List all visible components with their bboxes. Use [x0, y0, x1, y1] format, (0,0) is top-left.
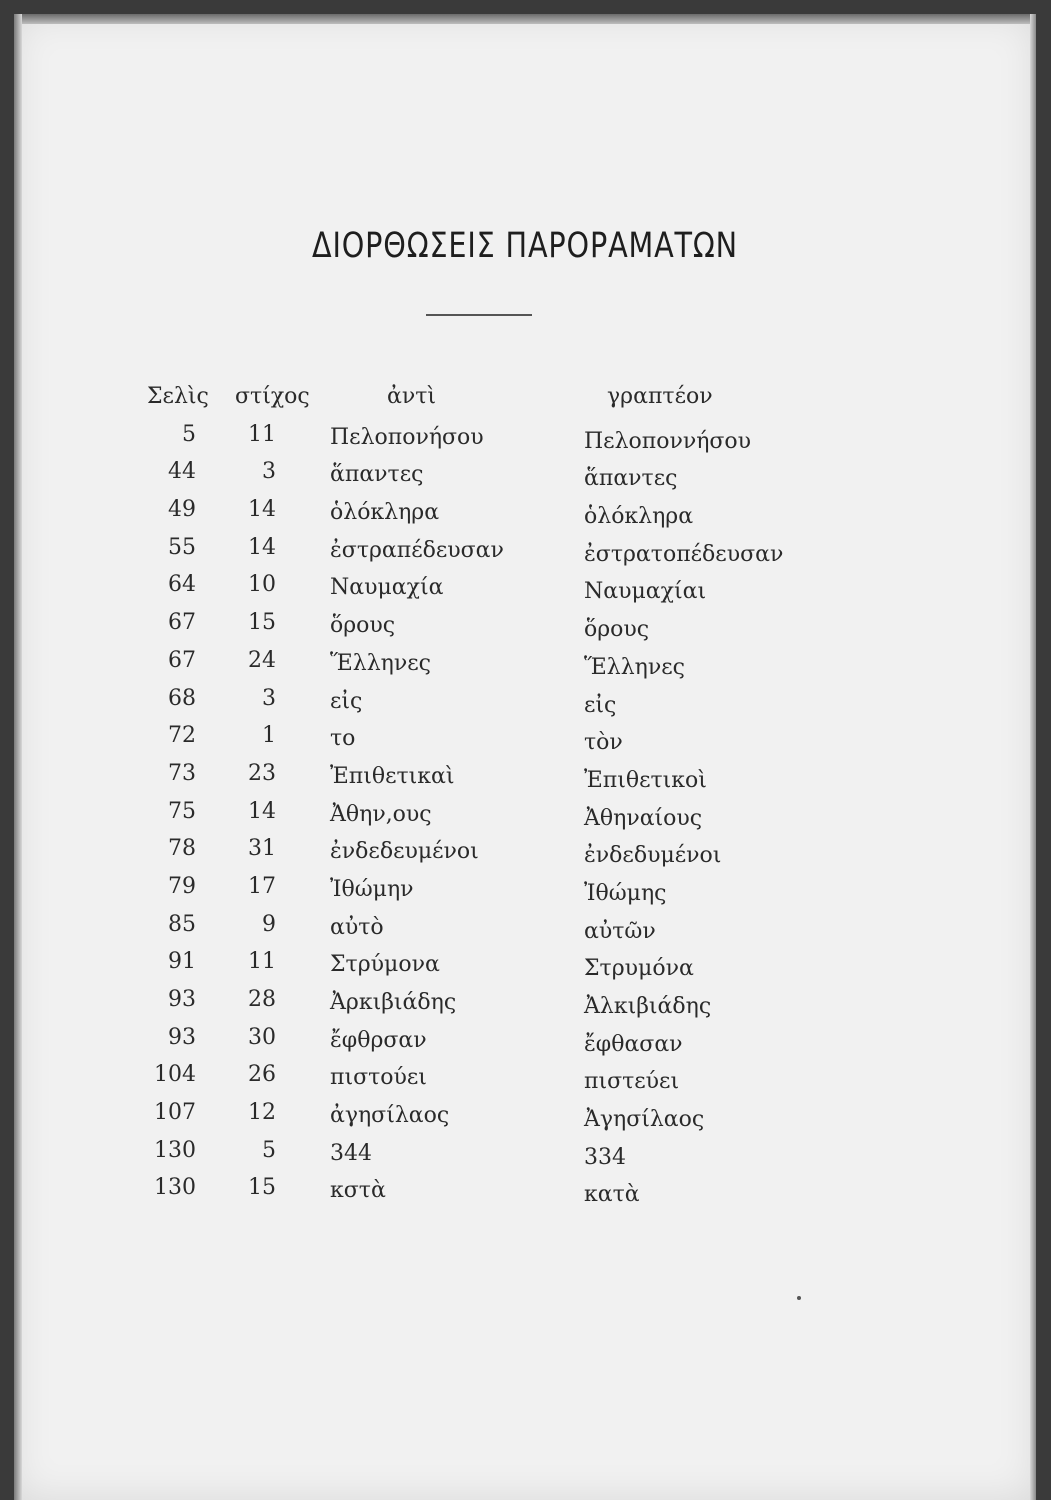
row-write: εἰς — [584, 692, 617, 718]
table-row — [14, 1100, 1036, 1138]
row-instead: Ἕλληνες — [330, 650, 431, 676]
table-row — [14, 610, 1036, 648]
row-instead: Ἀθην,ους — [330, 801, 432, 827]
page-title: ΔΙΟΡΘΩΣΕΙΣ ΠΑΡΟΡΑΜΑΤΩΝ — [312, 226, 738, 266]
row-instead: Πελοπονήσου — [330, 424, 484, 450]
errata-table — [14, 384, 1036, 1213]
table-row — [14, 761, 1036, 799]
row-write: Ἀθηναίους — [584, 805, 703, 831]
table-row — [14, 648, 1036, 686]
errata-rows — [14, 422, 1036, 1213]
row-page: 91 — [168, 949, 196, 975]
row-instead: ἅπαντες — [330, 462, 424, 488]
row-instead: ἔφθρσαν — [330, 1027, 427, 1053]
row-line: 3 — [262, 685, 276, 711]
row-write: Ἰθώμης — [584, 880, 667, 906]
table-row — [14, 535, 1036, 573]
header-instead: ἀντὶ — [387, 384, 437, 409]
header-write: γραπτέον — [607, 384, 713, 409]
row-instead: ἐστραπέδευσαν — [330, 537, 504, 563]
row-write: τὸν — [584, 730, 623, 756]
row-write: Πελοποννήσου — [584, 428, 752, 454]
row-page: 67 — [168, 610, 196, 636]
row-instead: ἀγησίλαος — [330, 1103, 450, 1129]
table-row — [14, 497, 1036, 535]
row-write: ἐνδεδυμένοι — [584, 843, 722, 869]
table-row — [14, 1025, 1036, 1063]
row-write: Στρυμόνα — [584, 956, 694, 982]
row-write: ὅρους — [584, 617, 650, 643]
row-line: 31 — [248, 836, 276, 862]
table-row — [14, 799, 1036, 837]
row-instead: Ἰθώμην — [330, 876, 414, 902]
table-row — [14, 1138, 1036, 1176]
row-page: 44 — [168, 459, 196, 485]
row-page: 68 — [168, 685, 196, 711]
row-page: 130 — [154, 1175, 196, 1201]
row-line: 14 — [248, 497, 276, 523]
row-line: 1 — [262, 723, 276, 749]
row-instead: ὅρους — [330, 613, 396, 639]
row-line: 17 — [248, 873, 276, 899]
row-line: 30 — [248, 1024, 276, 1050]
table-row — [14, 422, 1036, 460]
row-instead: το — [330, 726, 356, 752]
row-page: 107 — [154, 1100, 196, 1126]
row-line: 3 — [262, 459, 276, 485]
row-line: 28 — [248, 987, 276, 1012]
row-line: 11 — [248, 949, 276, 975]
row-write: ἐστρατοπέδευσαν — [584, 541, 784, 567]
row-page: 93 — [168, 1024, 196, 1050]
table-row — [14, 874, 1036, 912]
row-line: 23 — [248, 760, 276, 786]
row-write: πιστεύει — [584, 1069, 680, 1095]
row-instead: Στρύμονα — [330, 952, 440, 978]
row-instead: ἐνδεδευμένοι — [330, 839, 479, 865]
row-page: 72 — [168, 723, 196, 749]
table-row — [14, 987, 1036, 1025]
row-write: κατὰ — [584, 1182, 640, 1208]
speck-mark — [797, 1296, 801, 1300]
header-page: Σελὶς — [147, 384, 209, 409]
row-page: 130 — [154, 1137, 196, 1163]
row-line: 10 — [248, 572, 276, 598]
row-write: αὐτῶν — [584, 918, 656, 944]
row-instead: Ναυμαχία — [330, 575, 444, 601]
header-line: στίχος — [235, 384, 310, 409]
row-page: 78 — [168, 836, 196, 862]
row-line: 14 — [248, 534, 276, 560]
table-row — [14, 572, 1036, 610]
row-instead: Ἐπιθετικαὶ — [330, 763, 455, 789]
row-line: 26 — [248, 1062, 276, 1088]
row-line: 12 — [248, 1100, 276, 1126]
row-page: 104 — [154, 1062, 196, 1088]
row-instead: 344 — [330, 1140, 372, 1166]
row-instead: Ἀρκιβιάδης — [330, 990, 457, 1015]
table-row — [14, 836, 1036, 874]
row-line: 5 — [262, 1137, 276, 1163]
row-write: Ἕλληνες — [584, 654, 685, 680]
page-top-edge — [14, 14, 1036, 24]
title-divider — [426, 314, 532, 316]
row-page: 64 — [168, 572, 196, 598]
table-row — [14, 1062, 1036, 1100]
errata-header-row — [14, 384, 1036, 422]
row-page: 93 — [168, 987, 196, 1012]
row-page: 67 — [168, 647, 196, 673]
row-line: 15 — [248, 610, 276, 636]
row-line: 14 — [248, 798, 276, 824]
row-page: 55 — [168, 534, 196, 560]
row-line: 11 — [248, 421, 276, 447]
table-row — [14, 686, 1036, 724]
row-line: 24 — [248, 647, 276, 673]
row-page: 79 — [168, 873, 196, 899]
table-row — [14, 459, 1036, 497]
row-write: ἅπαντες — [584, 466, 678, 492]
row-write: Ἀγησίλαος — [584, 1107, 705, 1133]
row-instead: εἰς — [330, 688, 363, 714]
row-write: ἔφθασαν — [584, 1031, 683, 1057]
row-write: Ἐπιθετικοὶ — [584, 767, 707, 793]
row-instead: κστὰ — [330, 1178, 386, 1204]
row-write: Ἀλκιβιάδης — [584, 994, 712, 1019]
row-instead: πιστούει — [330, 1065, 427, 1091]
table-row — [14, 912, 1036, 950]
row-instead: ὁλόκληρα — [330, 500, 440, 526]
row-write: 334 — [584, 1144, 626, 1170]
row-write: ὁλόκληρα — [584, 504, 694, 530]
document-page — [14, 14, 1036, 1500]
row-page: 75 — [168, 798, 196, 824]
table-row — [14, 723, 1036, 761]
row-line: 15 — [248, 1175, 276, 1201]
row-page: 85 — [168, 911, 196, 937]
row-page: 73 — [168, 760, 196, 786]
row-page: 49 — [168, 497, 196, 523]
table-row — [14, 949, 1036, 987]
row-write: Ναυμαχίαι — [584, 579, 707, 605]
row-line: 9 — [262, 911, 276, 937]
table-row — [14, 1175, 1036, 1213]
row-instead: αὐτὸ — [330, 914, 384, 940]
row-page: 5 — [182, 421, 196, 447]
